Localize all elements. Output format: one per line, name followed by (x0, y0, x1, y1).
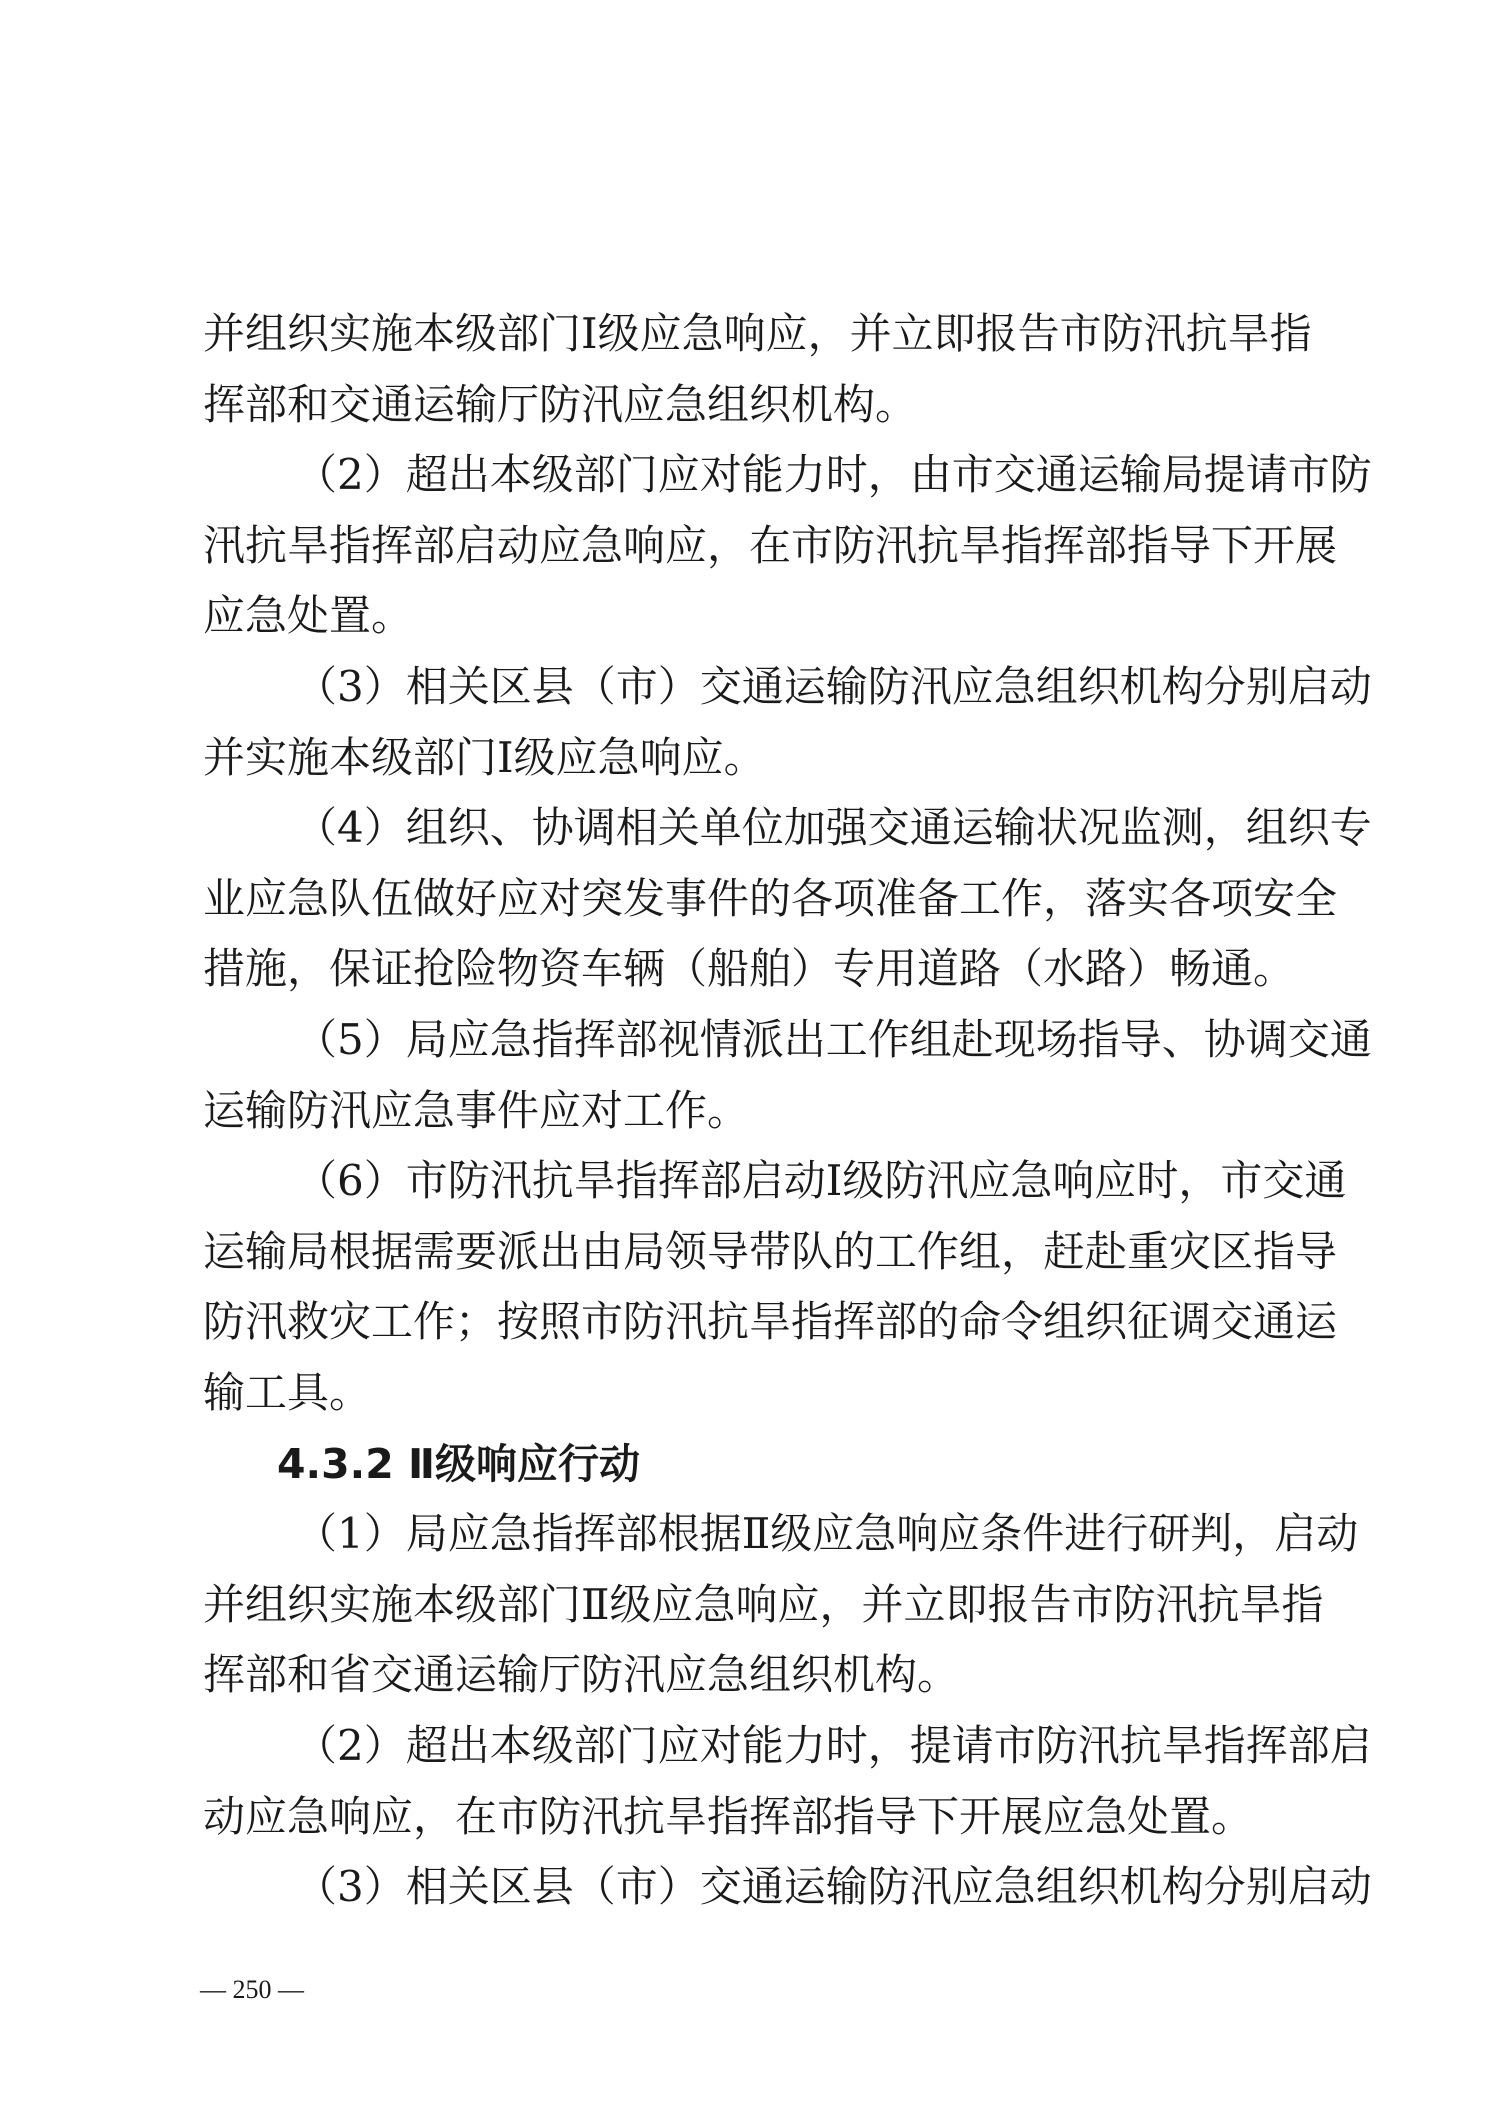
text-line: 防汛救灾工作；按照市防汛抗旱指挥部的命令组织征调交通运 (203, 1297, 1338, 1346)
text-line: 运输局根据需要派出由局领导带队的工作组，赶赴重灾区指导 (203, 1227, 1338, 1276)
text-line: 并组织实施本级部门Ⅰ级应急响应，并立即报告市防汛抗旱指 (203, 309, 1312, 358)
text-line: 并组织实施本级部门Ⅱ级应急响应，并立即报告市防汛抗旱指 (203, 1580, 1324, 1629)
text-line: 应急处置。 (203, 591, 414, 640)
section-heading: 4.3.2 Ⅱ级响应行动 (277, 1440, 641, 1488)
text-line: 挥部和省交通运输厅防汛应急组织机构。 (203, 1650, 960, 1699)
text-line: 业应急队伍做好应对突发事件的各项准备工作，落实各项安全 (203, 874, 1338, 923)
text-line: 汛抗旱指挥部启动应急响应，在市防汛抗旱指挥部指导下开展 (203, 521, 1338, 570)
text-line: 措施，保证抢险物资车辆（船舶）专用道路（水路）畅通。 (203, 944, 1296, 993)
text-line: 并实施本级部门Ⅰ级应急响应。 (203, 733, 766, 782)
text-line: 输工具。 (203, 1368, 372, 1417)
page-number: — 250 — (200, 1975, 304, 2004)
text-line: （2）超出本级部门应对能力时，提请市防汛抗旱指挥部启 (295, 1721, 1372, 1770)
text-line: （2）超出本级部门应对能力时，由市交通运输局提请市防 (295, 450, 1372, 499)
text-line: （3）相关区县（市）交通运输防汛应急组织机构分别启动 (295, 1862, 1372, 1911)
text-line: 运输防汛应急事件应对工作。 (203, 1086, 750, 1135)
text-line: （4）组织、协调相关单位加强交通运输状况监测，组织专 (295, 803, 1372, 852)
text-line: 挥部和交通运输厅防汛应急组织机构。 (203, 380, 918, 429)
text-line: 动应急响应，在市防汛抗旱指挥部指导下开展应急处置。 (203, 1792, 1254, 1841)
text-line: （3）相关区县（市）交通运输防汛应急组织机构分别启动 (295, 662, 1372, 711)
text-line: （1）局应急指挥部根据Ⅱ级应急响应条件进行研判，启动 (295, 1509, 1359, 1558)
text-line: （6）市防汛抗旱指挥部启动Ⅰ级防汛应急响应时，市交通 (295, 1156, 1347, 1205)
text-line: （5）局应急指挥部视情派出工作组赴现场指导、协调交通 (295, 1015, 1372, 1064)
